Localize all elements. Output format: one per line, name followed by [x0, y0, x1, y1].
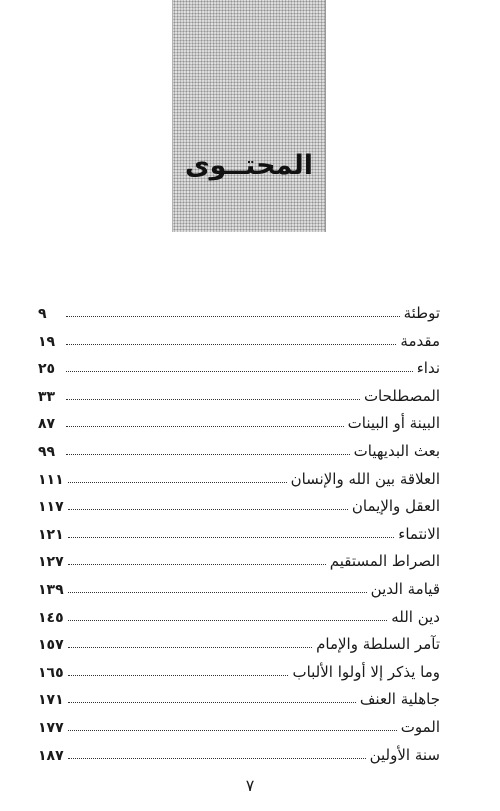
toc-entry	[38, 710, 440, 736]
toc-entry-page: ١٤٥	[38, 609, 64, 626]
dot-leader	[68, 592, 367, 593]
dot-leader	[68, 702, 356, 703]
toc-entry-title: قيامة الدين	[370, 579, 440, 598]
toc-entry	[38, 379, 440, 405]
dot-leader	[68, 537, 395, 538]
toc-entry-title: البينة أو البينات	[347, 414, 440, 433]
dot-leader	[68, 647, 312, 648]
toc-entry-page: ٢٥	[38, 361, 56, 378]
dot-leader	[66, 426, 344, 427]
toc-entry-title: العلاقة بين الله والإنسان	[290, 469, 440, 488]
toc-entry	[38, 489, 440, 515]
toc-entry-page: ٣٣	[38, 388, 56, 405]
toc-entry-title: المصطلحات	[363, 386, 440, 405]
toc-entry	[38, 434, 440, 460]
dot-leader	[68, 564, 326, 565]
page-title: المحتــوى	[184, 150, 314, 181]
toc-entry-page: ١٨٧	[38, 747, 64, 764]
dot-leader	[68, 675, 289, 676]
toc-entry-page: ١٢١	[38, 526, 64, 543]
toc-entry-page: ١٦٥	[38, 664, 64, 681]
toc-entry-title: جاهلية العنف	[359, 690, 440, 709]
dot-leader	[66, 316, 400, 317]
toc-entry-title: العقل والإيمان	[351, 497, 440, 516]
toc-entry-title: الموت	[400, 717, 440, 736]
toc-entry	[38, 324, 440, 350]
toc-entry-page: ١٧١	[38, 692, 64, 709]
page-number: ٧	[245, 776, 255, 795]
toc-entry	[38, 517, 440, 543]
toc-entry	[38, 406, 440, 432]
toc-entry-title: سنة الأولين	[369, 745, 440, 764]
toc-entry-page: ٨٧	[38, 416, 56, 433]
table-of-contents	[38, 296, 440, 765]
title-banner	[172, 0, 326, 232]
toc-entry-page: ٩٩	[38, 443, 56, 460]
toc-entry-title: الصراط المستقيم	[329, 552, 440, 571]
toc-entry	[38, 682, 440, 708]
toc-entry-page: ١١٧	[38, 499, 64, 516]
toc-entry	[38, 296, 440, 322]
toc-entry-page: ١٣٩	[38, 581, 64, 598]
dot-leader	[68, 509, 348, 510]
toc-entry-page: ٩	[38, 306, 47, 322]
toc-entry-page: ١٢٧	[38, 554, 64, 571]
toc-entry	[38, 655, 440, 681]
dot-leader	[66, 344, 396, 345]
dot-leader	[66, 454, 350, 455]
toc-entry	[38, 627, 440, 653]
dot-leader	[66, 371, 413, 372]
toc-entry-title: دين الله	[391, 607, 440, 626]
toc-entry	[38, 351, 440, 377]
toc-entry-page: ١٧٧	[38, 719, 64, 736]
toc-entry-page: ١١١	[38, 471, 64, 488]
toc-entry-title: الانتماء	[398, 524, 440, 543]
toc-entry-title: توطئة	[403, 304, 440, 322]
toc-entry-title: مقدمة	[400, 331, 440, 350]
toc-entry-title: بعث البديهيات	[353, 441, 440, 460]
toc-entry	[38, 738, 440, 764]
dot-leader	[68, 730, 397, 731]
toc-entry-title: وما يذكر إلا أولوا الألباب	[292, 662, 440, 681]
toc-entry	[38, 462, 440, 488]
dot-leader	[68, 758, 366, 759]
dot-leader	[68, 620, 388, 621]
toc-entry-page: ١٥٧	[38, 637, 64, 654]
toc-entry-title: نداء	[416, 359, 440, 378]
dot-leader	[68, 482, 287, 483]
toc-entry	[38, 600, 440, 626]
toc-entry-page: ١٩	[38, 333, 56, 350]
toc-entry	[38, 572, 440, 598]
toc-entry-title: تآمر السلطة والإمام	[316, 635, 440, 654]
dot-leader	[66, 399, 360, 400]
toc-entry	[38, 544, 440, 570]
